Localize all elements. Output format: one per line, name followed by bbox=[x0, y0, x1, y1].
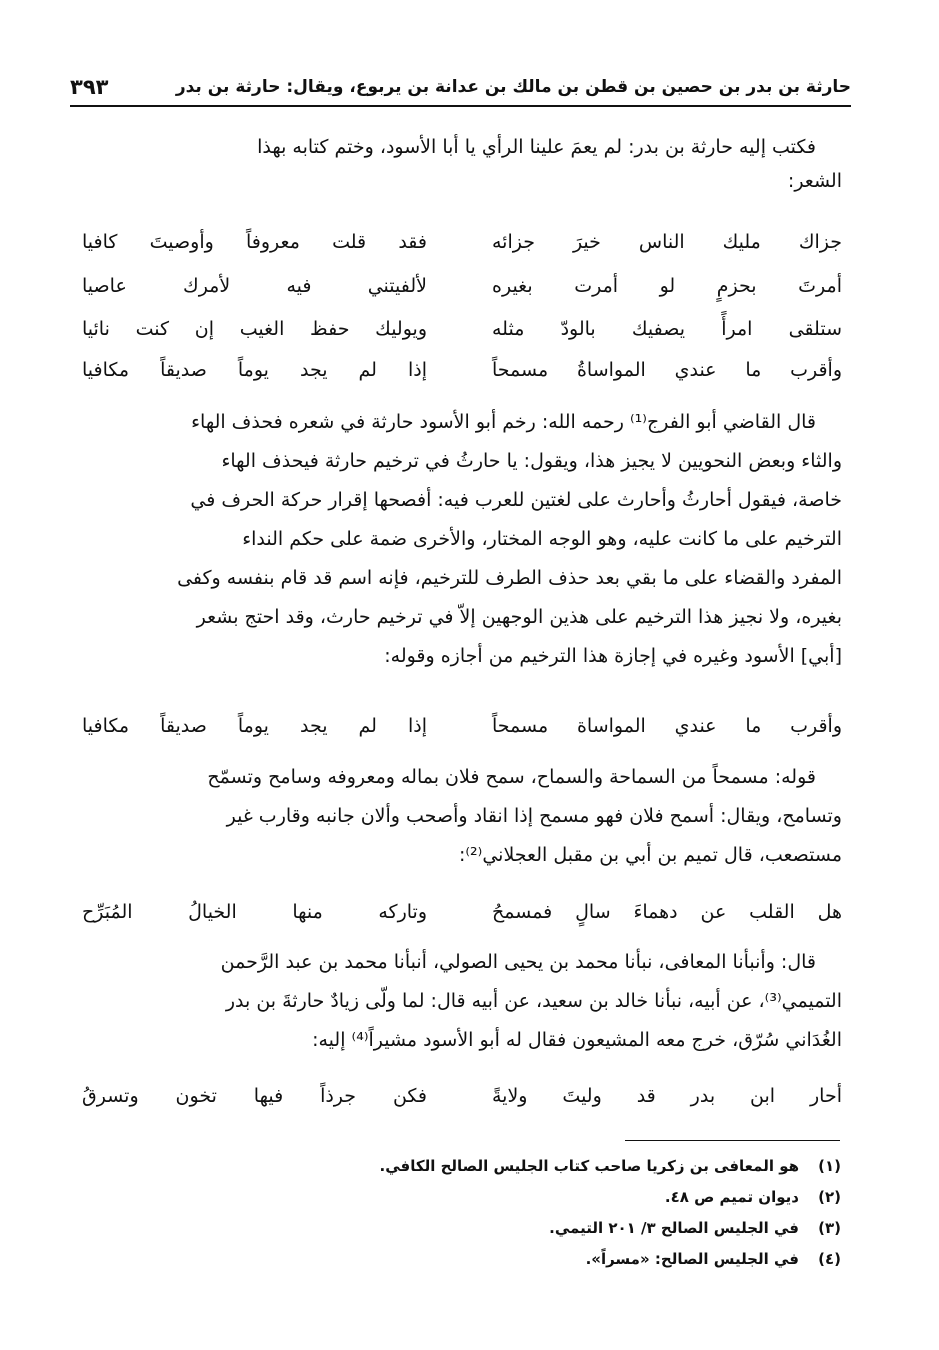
hemistich-second: إذا لم يجد يوماً صديقاً مكافيا bbox=[82, 359, 427, 381]
commentary-paragraph bbox=[72, 403, 842, 676]
text-line: وتسامح، ويقال: أسمح فلان فهو مسمح إذا انقاد وأصحب وألان جانبه وقارب غير bbox=[226, 805, 842, 827]
text-line: الغُدَاني سُرّق، خرج معه المشيعون فقال له أبو الأسود مشيراً⁽⁴⁾ إليه: bbox=[312, 1029, 842, 1051]
hemistich-second: فكن جرذاً فيها تخون وتسرقُ bbox=[82, 1085, 427, 1107]
intro-line: فكتب إليه حارثة بن بدر: لم يعمَ علينا الرأي يا أبا الأسود، وختم كتابه بهذا bbox=[257, 136, 816, 158]
footnote bbox=[121, 1246, 841, 1272]
poem-couplet bbox=[72, 266, 842, 306]
footnote-rule bbox=[625, 1140, 840, 1141]
poem-couplet bbox=[72, 309, 842, 349]
footnote-text: في الجليس الصالح ٣/ ٢٠١ التيمي. bbox=[549, 1219, 799, 1237]
hemistich-first: أمرتَ بحزمٍ لو أمرت بغيره bbox=[492, 275, 842, 297]
running-header bbox=[70, 70, 851, 104]
intro-line: الشعر: bbox=[787, 170, 842, 192]
quoted-verse bbox=[72, 706, 842, 746]
commentary-paragraph bbox=[72, 758, 842, 875]
text-line: [أبي] الأسود وغيره في إجازة هذا الترخيم من أجازه وقوله: bbox=[384, 645, 842, 667]
hemistich-second: إذا لم يجد يوماً صديقاً مكافيا bbox=[82, 715, 427, 737]
hemistich-second: ويوليك حفظ الغيب إن كنت نائيا bbox=[82, 318, 427, 340]
header-title: حارثة بن بدر بن حصين بن قطن بن مالك بن عدانة بن يربوع، ويقال: حارثة بن بدر bbox=[175, 77, 851, 97]
narration-paragraph bbox=[72, 943, 842, 1060]
footnote bbox=[121, 1215, 841, 1241]
text-line: بغيره، ولا نجيز هذا الترخيم على هذين الوجهين إلاّ في ترخيم حارث، وقد احتج بشعر bbox=[196, 606, 842, 628]
text-line: قال القاضي أبو الفرج⁽¹⁾ رحمه الله: رخم أبو الأسود حارثة في شعره فحذف الهاء bbox=[191, 411, 816, 433]
hemistich-second: لألفيتني فيه لأمرك عاصيا bbox=[82, 275, 427, 297]
footnote bbox=[121, 1184, 841, 1210]
hemistich-first: هل القلب عن دهماءَ سالٍ فمسمحُ bbox=[492, 901, 842, 923]
hemistich-first: أحار ابن بدر قد وليتَ ولايةً bbox=[492, 1085, 842, 1107]
footnote-number: (١) bbox=[818, 1157, 841, 1175]
footnote-number: (٢) bbox=[818, 1188, 841, 1206]
hemistich-first: وأقرب ما عندي المواساة مسمحاً bbox=[492, 715, 842, 737]
header-rule bbox=[70, 105, 851, 107]
text-line: مستصعب، قال تميم بن أبي بن مقبل العجلاني⁽²⁾: bbox=[458, 844, 842, 866]
quoted-verse bbox=[72, 1076, 842, 1116]
footnote-text: في الجليس الصالح: «مسراً». bbox=[585, 1250, 799, 1268]
text-line: والثاء وبعض النحويين لا يجيز هذا، ويقول: يا حارثُ في ترخيم حارثة فيحذف الهاء bbox=[221, 450, 842, 472]
quoted-verse bbox=[72, 892, 842, 932]
hemistich-second: وتاركه منها الخيالُ المُبَرِّح bbox=[82, 901, 427, 923]
hemistich-second: فقد قلت معروفاً وأوصيتَ كافيا bbox=[82, 231, 427, 253]
footnote-text: ديوان تميم ص ٤٨. bbox=[664, 1188, 799, 1206]
poem-couplet bbox=[72, 350, 842, 390]
footnote-number: (٤) bbox=[818, 1250, 841, 1268]
text-line: التميمي⁽³⁾، عن أبيه، نبأنا خالد بن سعيد، عن أبيه قال: لما ولّى زيادٌ حارثةَ بن بدر bbox=[225, 990, 842, 1012]
text-line: الترخيم على ما كانت عليه، وهو الوجه المختار، والأخرى ضمة على حكم النداء bbox=[242, 528, 842, 550]
footnote-number: (٣) bbox=[818, 1219, 841, 1237]
intro-paragraph bbox=[72, 128, 842, 195]
text-line: قوله: مسمحاً من السماحة والسماح، سمح فلان بماله ومعروفه وسامح وتسمّح bbox=[207, 766, 816, 788]
page-number: ٣٩٣ bbox=[70, 75, 109, 99]
footnote bbox=[121, 1153, 841, 1179]
text-line: خاصة، فيقول أحارثُ وأحارث على لغتين للعرب فيه: أفصحها إقرار حركة الحرف في bbox=[190, 489, 842, 511]
hemistich-first: وأقرب ما عندي المواساةُ مسمحاً bbox=[492, 359, 842, 381]
poem-couplet bbox=[72, 222, 842, 262]
hemistich-first: جزاك مليك الناس خيرَ جزائه bbox=[492, 231, 842, 253]
text-line: المفرد والقضاء على ما بقي بعد حذف الطرف للترخيم، فإنه اسم قد قام بنفسه وكفى bbox=[177, 567, 842, 589]
footnote-text: هو المعافى بن زكريا صاحب كتاب الجليس الصالح الكافي. bbox=[379, 1157, 799, 1175]
text-line: قال: وأنبأنا المعافى، نبأنا محمد بن يحيى الصولي، أنبأنا محمد بن عبد الرَّحمن bbox=[220, 951, 816, 973]
hemistich-first: ستلقى امرأً يصفيك بالودّ مثله bbox=[492, 318, 842, 340]
